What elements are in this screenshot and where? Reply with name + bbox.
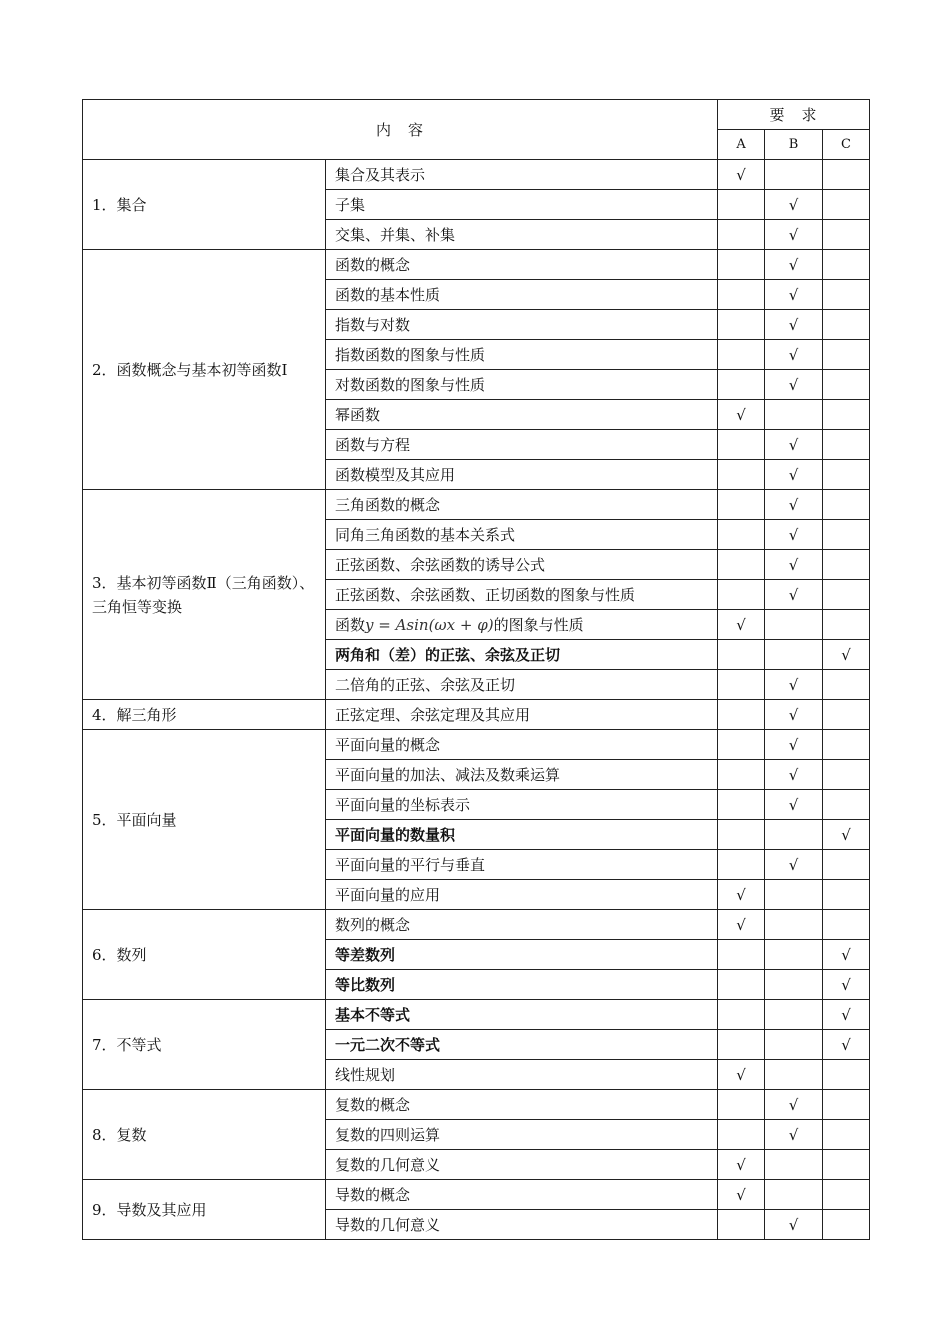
level-c-cell xyxy=(823,670,870,700)
level-b-cell xyxy=(765,910,823,940)
level-b-cell xyxy=(765,1000,823,1030)
level-c-cell xyxy=(823,490,870,520)
level-b-cell xyxy=(765,610,823,640)
item-cell xyxy=(326,310,718,340)
level-a-cell xyxy=(718,310,765,340)
level-a-cell xyxy=(718,670,765,700)
item-cell xyxy=(326,430,718,460)
level-b-cell xyxy=(765,250,823,280)
level-a-cell xyxy=(718,1060,765,1090)
check-mark: √ xyxy=(841,1035,851,1054)
category-cell: 9．导数及其应用 xyxy=(83,1180,326,1240)
item-cell xyxy=(326,190,718,220)
item-text: 导数的几何意义 xyxy=(335,1216,441,1234)
item-text: 等比数列 xyxy=(335,976,396,994)
item-text: 三角函数的概念 xyxy=(335,496,441,514)
item-text: 复数的概念 xyxy=(335,1096,411,1114)
level-c-cell xyxy=(823,790,870,820)
level-a-cell xyxy=(718,970,765,1000)
check-mark: √ xyxy=(788,285,799,304)
level-c-cell xyxy=(823,160,870,190)
check-mark: √ xyxy=(788,555,799,574)
check-mark: √ xyxy=(788,525,799,544)
level-a-cell xyxy=(718,580,765,610)
item-cell xyxy=(326,700,718,730)
level-c-cell xyxy=(823,250,870,280)
level-b-cell xyxy=(765,880,823,910)
check-mark: √ xyxy=(736,1065,746,1084)
check-mark: √ xyxy=(788,1215,799,1234)
item-text: 幂函数 xyxy=(335,406,381,424)
level-a-cell xyxy=(718,490,765,520)
item-cell xyxy=(326,1030,718,1060)
item-cell xyxy=(326,490,718,520)
level-a-cell xyxy=(718,400,765,430)
item-cell xyxy=(326,580,718,610)
check-mark: √ xyxy=(788,345,799,364)
item-text: 正弦函数、余弦函数的诱导公式 xyxy=(335,556,546,574)
item-text: 复数的几何意义 xyxy=(335,1156,441,1174)
level-b-cell xyxy=(765,490,823,520)
item-cell xyxy=(326,640,718,670)
level-c-cell xyxy=(823,820,870,850)
item-cell xyxy=(326,1120,718,1150)
item-text: 平面向量的概念 xyxy=(335,736,441,754)
level-b-cell xyxy=(765,400,823,430)
check-mark: √ xyxy=(841,945,851,964)
category-cell: 8．复数 xyxy=(83,1090,326,1180)
table-row xyxy=(83,250,870,280)
item-text: 集合及其表示 xyxy=(335,166,426,184)
item-text: 交集、并集、补集 xyxy=(335,226,456,244)
item-text: 函数与方程 xyxy=(335,436,411,454)
item-cell xyxy=(326,1090,718,1120)
level-b-cell xyxy=(765,790,823,820)
item-text: 平面向量的平行与垂直 xyxy=(335,856,486,874)
level-b-cell xyxy=(765,820,823,850)
level-c-cell xyxy=(823,910,870,940)
item-cell xyxy=(326,400,718,430)
level-a-cell xyxy=(718,790,765,820)
level-a-cell xyxy=(718,760,765,790)
level-c-cell xyxy=(823,1090,870,1120)
item-text: 指数函数的图象与性质 xyxy=(335,346,486,364)
level-b-cell xyxy=(765,220,823,250)
check-mark: √ xyxy=(736,615,746,634)
category-cell: 1．集合 xyxy=(83,160,326,250)
item-text: 对数函数的图象与性质 xyxy=(335,376,486,394)
item-text: 导数的概念 xyxy=(335,1186,411,1204)
level-c-cell xyxy=(823,460,870,490)
level-b-cell xyxy=(765,550,823,580)
requirements-table xyxy=(82,99,870,1240)
category-cell: 2．函数概念与基本初等函数Ⅰ xyxy=(83,250,326,490)
item-cell xyxy=(326,820,718,850)
table-row xyxy=(83,1000,870,1030)
check-mark: √ xyxy=(788,675,799,694)
check-mark: √ xyxy=(841,975,851,994)
item-text: 二倍角的正弦、余弦及正切 xyxy=(335,676,516,694)
level-b-cell xyxy=(765,160,823,190)
level-a-cell xyxy=(718,430,765,460)
level-b-cell xyxy=(765,1180,823,1210)
item-cell xyxy=(326,940,718,970)
item-text: 一元二次不等式 xyxy=(335,1036,441,1054)
check-mark: √ xyxy=(788,585,799,604)
level-b-cell xyxy=(765,1030,823,1060)
item-cell xyxy=(326,790,718,820)
check-mark: √ xyxy=(788,435,799,454)
item-text: 平面向量的应用 xyxy=(335,886,441,904)
item-cell xyxy=(326,970,718,1000)
level-b-cell xyxy=(765,310,823,340)
level-c-cell xyxy=(823,880,870,910)
level-a-cell xyxy=(718,1150,765,1180)
level-b-cell xyxy=(765,1090,823,1120)
level-c-cell xyxy=(823,700,870,730)
header-row xyxy=(83,100,870,130)
category-cell: 5．平面向量 xyxy=(83,730,326,910)
category-cell: 3．基本初等函数Ⅱ（三角函数）、三角恒等变换 xyxy=(83,490,326,700)
item-text: 函数 xyxy=(335,616,366,634)
level-c-cell xyxy=(823,280,870,310)
item-cell xyxy=(326,850,718,880)
check-mark: √ xyxy=(788,495,799,514)
level-c-cell xyxy=(823,970,870,1000)
item-formula: y = Asin(ωx + φ) xyxy=(365,616,494,634)
level-a-cell xyxy=(718,1000,765,1030)
level-a-cell xyxy=(718,280,765,310)
item-text: 复数的四则运算 xyxy=(335,1126,441,1144)
level-a-header: A xyxy=(718,130,765,160)
level-b-cell xyxy=(765,1150,823,1180)
level-a-cell xyxy=(718,550,765,580)
item-cell xyxy=(326,1210,718,1240)
level-c-cell xyxy=(823,370,870,400)
content-header: 内 容 xyxy=(83,100,718,160)
check-mark: √ xyxy=(736,165,746,184)
level-a-cell xyxy=(718,1120,765,1150)
item-text: 指数与对数 xyxy=(335,316,411,334)
level-c-cell xyxy=(823,1030,870,1060)
item-cell xyxy=(326,610,718,640)
level-a-cell xyxy=(718,730,765,760)
level-b-cell xyxy=(765,1210,823,1240)
item-cell xyxy=(326,550,718,580)
level-a-cell xyxy=(718,160,765,190)
item-cell xyxy=(326,460,718,490)
table-body xyxy=(83,100,870,1240)
level-a-cell xyxy=(718,880,765,910)
item-cell xyxy=(326,220,718,250)
check-mark: √ xyxy=(788,705,799,724)
level-c-cell xyxy=(823,610,870,640)
item-text: 正弦函数、余弦函数、正切函数的图象与性质 xyxy=(335,586,636,604)
level-a-cell xyxy=(718,370,765,400)
level-c-cell xyxy=(823,1120,870,1150)
level-a-cell xyxy=(718,1090,765,1120)
table-row xyxy=(83,490,870,520)
table-row xyxy=(83,1090,870,1120)
level-c-cell xyxy=(823,760,870,790)
table-row xyxy=(83,700,870,730)
item-text: 平面向量的加法、减法及数乘运算 xyxy=(335,766,561,784)
level-c-cell xyxy=(823,730,870,760)
level-a-cell xyxy=(718,850,765,880)
level-c-cell xyxy=(823,310,870,340)
item-cell xyxy=(326,1150,718,1180)
level-a-cell xyxy=(718,700,765,730)
level-b-cell xyxy=(765,670,823,700)
level-c-cell xyxy=(823,400,870,430)
level-a-cell xyxy=(718,1180,765,1210)
check-mark: √ xyxy=(736,1185,746,1204)
level-a-cell xyxy=(718,220,765,250)
item-cell xyxy=(326,370,718,400)
check-mark: √ xyxy=(788,1095,799,1114)
item-text: 基本不等式 xyxy=(335,1006,411,1024)
check-mark: √ xyxy=(788,225,799,244)
level-b-cell xyxy=(765,460,823,490)
level-a-cell xyxy=(718,250,765,280)
item-cell xyxy=(326,280,718,310)
table-row xyxy=(83,910,870,940)
check-mark: √ xyxy=(788,315,799,334)
item-text: 数列的概念 xyxy=(335,916,411,934)
check-mark: √ xyxy=(788,855,799,874)
item-text: 函数的基本性质 xyxy=(335,286,441,304)
level-c-cell xyxy=(823,640,870,670)
level-c-cell xyxy=(823,340,870,370)
check-mark: √ xyxy=(736,885,746,904)
item-cell xyxy=(326,670,718,700)
level-a-cell xyxy=(718,520,765,550)
level-a-cell xyxy=(718,610,765,640)
requirement-header: 要 求 xyxy=(718,100,870,130)
check-mark: √ xyxy=(788,795,799,814)
level-b-cell xyxy=(765,1120,823,1150)
level-b-cell xyxy=(765,370,823,400)
item-cell xyxy=(326,910,718,940)
level-b-cell xyxy=(765,1060,823,1090)
level-b-cell xyxy=(765,430,823,460)
check-mark: √ xyxy=(788,735,799,754)
level-b-cell xyxy=(765,640,823,670)
item-text: 平面向量的坐标表示 xyxy=(335,796,471,814)
item-text: 线性规划 xyxy=(335,1066,396,1084)
check-mark: √ xyxy=(788,1125,799,1144)
item-text: 两角和（差）的正弦、余弦及正切 xyxy=(335,646,561,664)
item-text: 同角三角函数的基本关系式 xyxy=(335,526,516,544)
level-a-cell xyxy=(718,460,765,490)
level-c-cell xyxy=(823,1060,870,1090)
item-cell xyxy=(326,340,718,370)
level-a-cell xyxy=(718,910,765,940)
level-a-cell xyxy=(718,820,765,850)
level-b-cell xyxy=(765,700,823,730)
check-mark: √ xyxy=(788,195,799,214)
level-c-cell xyxy=(823,550,870,580)
check-mark: √ xyxy=(736,1155,746,1174)
level-a-cell xyxy=(718,940,765,970)
check-mark: √ xyxy=(841,645,851,664)
level-a-cell xyxy=(718,1210,765,1240)
check-mark: √ xyxy=(788,255,799,274)
level-c-header: C xyxy=(823,130,870,160)
item-text: 子集 xyxy=(335,196,366,214)
level-b-cell xyxy=(765,580,823,610)
level-b-cell xyxy=(765,730,823,760)
level-c-cell xyxy=(823,940,870,970)
item-cell xyxy=(326,160,718,190)
level-b-cell xyxy=(765,850,823,880)
category-cell: 4．解三角形 xyxy=(83,700,326,730)
level-b-cell xyxy=(765,760,823,790)
item-cell xyxy=(326,1060,718,1090)
item-cell xyxy=(326,730,718,760)
check-mark: √ xyxy=(841,825,851,844)
item-text: 正弦定理、余弦定理及其应用 xyxy=(335,706,531,724)
table-row xyxy=(83,160,870,190)
level-b-cell xyxy=(765,280,823,310)
check-mark: √ xyxy=(736,405,746,424)
item-cell xyxy=(326,880,718,910)
level-a-cell xyxy=(718,1030,765,1060)
level-b-header: B xyxy=(765,130,823,160)
item-text: 平面向量的数量积 xyxy=(335,826,456,844)
table-row xyxy=(83,730,870,760)
level-a-cell xyxy=(718,190,765,220)
item-cell xyxy=(326,1180,718,1210)
level-b-cell xyxy=(765,970,823,1000)
level-b-cell xyxy=(765,190,823,220)
item-cell xyxy=(326,760,718,790)
item-text: 函数的概念 xyxy=(335,256,411,274)
level-c-cell xyxy=(823,580,870,610)
item-suffix: 的图象与性质 xyxy=(493,616,584,634)
level-b-cell xyxy=(765,520,823,550)
check-mark: √ xyxy=(788,765,799,784)
item-text: 等差数列 xyxy=(335,946,396,964)
level-c-cell xyxy=(823,220,870,250)
level-c-cell xyxy=(823,1180,870,1210)
check-mark: √ xyxy=(841,1005,851,1024)
level-c-cell xyxy=(823,1210,870,1240)
check-mark: √ xyxy=(736,915,746,934)
category-cell: 7．不等式 xyxy=(83,1000,326,1090)
check-mark: √ xyxy=(788,375,799,394)
level-c-cell xyxy=(823,1000,870,1030)
check-mark: √ xyxy=(788,465,799,484)
item-cell xyxy=(326,520,718,550)
item-cell xyxy=(326,250,718,280)
level-a-cell xyxy=(718,640,765,670)
item-text: 函数模型及其应用 xyxy=(335,466,456,484)
level-c-cell xyxy=(823,520,870,550)
item-cell xyxy=(326,1000,718,1030)
table-row xyxy=(83,1180,870,1210)
level-b-cell xyxy=(765,940,823,970)
level-c-cell xyxy=(823,850,870,880)
category-cell: 6．数列 xyxy=(83,910,326,1000)
level-c-cell xyxy=(823,430,870,460)
level-b-cell xyxy=(765,340,823,370)
level-c-cell xyxy=(823,1150,870,1180)
level-a-cell xyxy=(718,340,765,370)
level-c-cell xyxy=(823,190,870,220)
